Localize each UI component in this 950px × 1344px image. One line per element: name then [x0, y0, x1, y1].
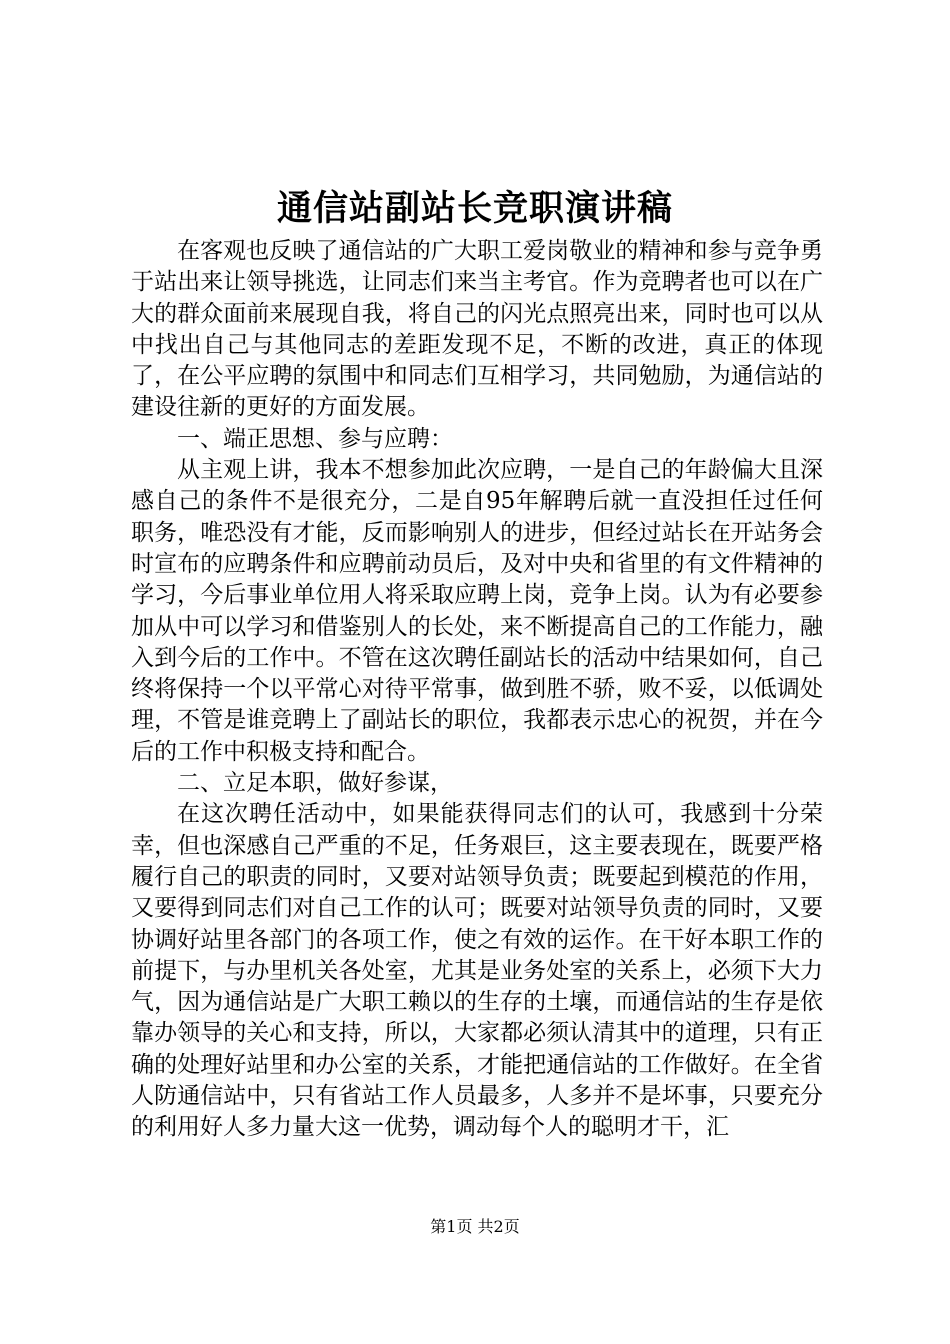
paragraph-intro: 在客观也反映了通信站的广大职工爱岗敬业的精神和参与竞争勇于站出来让领导挑选，让同志们来当主考官。作为竞聘者也可以在广大的群众面前来展现自我，将自己的闪光点照亮出来，同时也可以从中找出自己与其他同志的差距发现不足，不断的改进，真正的体现了，在公平应聘的氛围中和同志们互相学习，共同勉励，为通信站的建设往新的更好的方面发展。 — [131, 238, 823, 421]
document-body — [131, 236, 823, 1144]
paragraph-section-2: 在这次聘任活动中，如果能获得同志们的认可，我感到十分荣幸，但也深感自己严重的不足，任务艰巨，这主要表现在，既要严格履行自己的职责的同时，又要对站领导负责；既要起到模范的作用，又要得到同志们对自己工作的认可；既要对站领导负责的同时，又要协调好站里各部门的各项工作，使之有效的运作。在干好本职工作的前提下，与办里机关各处室，尤其是业务处室的关系上，必须下大力气，因为通信站是广大职工赖以的生存的土壤，而通信站的生存是依靠办领导的关心和支持，所以，大家都必须认清其中的道理，只有正确的处理好站里和办公室的关系，才能把通信站的工作做好。在全省人防通信站中，只有省站工作人员最多，人多并不是坏事，只要充分的利用好人多力量大这一优势，调动每个人的聪明才干，汇 — [131, 801, 823, 1141]
section-heading-2: 二、立足本职，做好参谋， — [177, 770, 453, 797]
section-heading-1: 一、端正思想、参与应聘： — [177, 425, 453, 452]
paragraph-section-1: 从主观上讲，我本不想参加此次应聘，一是自己的年龄偏大且深感自己的条件不是很充分，二是自95年解聘后就一直没担任过任何职务，唯恐没有才能，反而影响别人的进步，但经过站长在开站务会时宣布的应聘条件和应聘前动员后，及对中央和省里的有文件精神的学习，今后事业单位用人将采取应聘上岗，竞争上岗。认为有必要参加从中可以学习和借鉴别人的长处，来不断提高自己的工作能力，融入到今后的工作中。不管在这次聘任副站长的活动中结果如何，自己终将保持一个以平常心对待平常事，做到胜不骄，败不妥，以低调处理，不管是谁竞聘上了副站长的职位，我都表示忠心的祝贺，并在今后的工作中积极支持和配合。 — [131, 457, 823, 765]
document-title: 通信站副站长竞职演讲稿 — [276, 188, 673, 229]
page-number-footer: 第1页 共2页 — [430, 1217, 520, 1236]
